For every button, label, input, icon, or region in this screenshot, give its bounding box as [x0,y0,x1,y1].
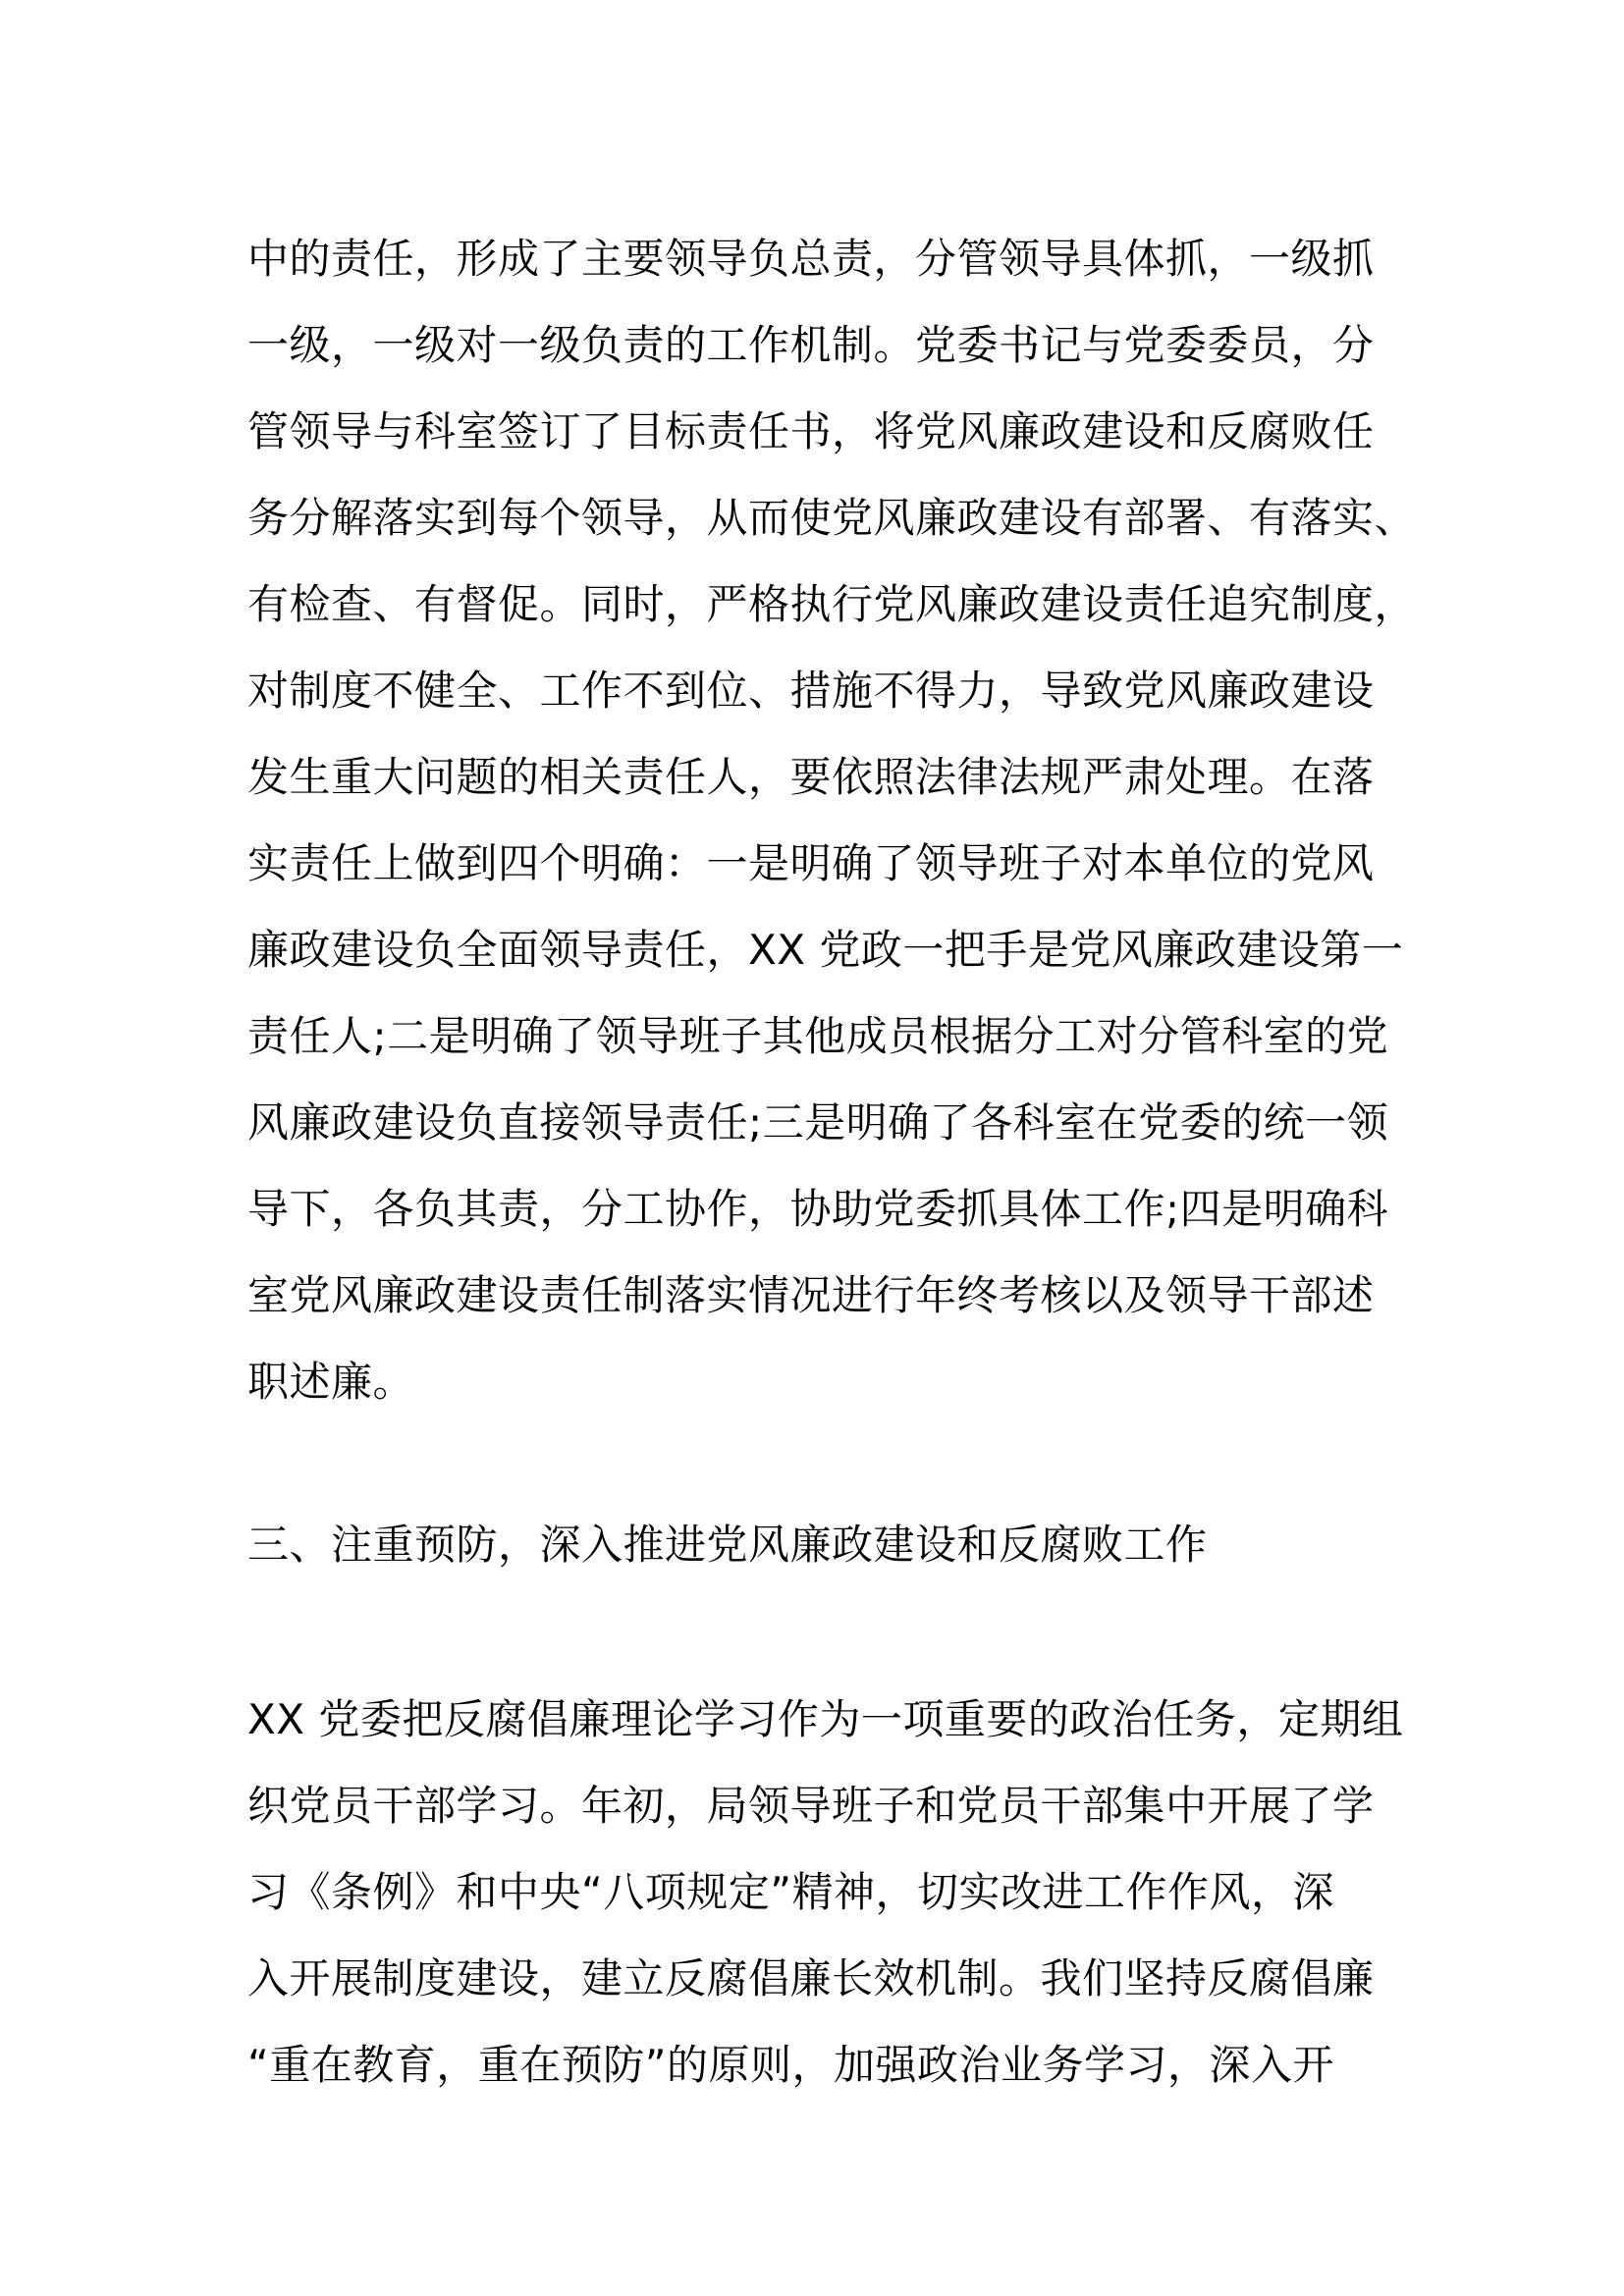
text-line: 对制度不健全、工作不到位、措施不得力，导致党风廉政建设 [247,667,1375,715]
text-line: 一级，一级对一级负责的工作机制。党委书记与党委委员，分 [247,321,1375,369]
text-line: 发生重大问题的相关责任人，要依照法律法规严肃处理。在落 [247,753,1375,801]
text-line: 入开展制度建设，建立反腐倡廉长效机制。我们坚持反腐倡廉 [247,1954,1375,2002]
text-line: “重在教育，重在预防”的原则，加强政治业务学习，深入开 [247,2041,1335,2089]
section-heading-text: 三、注重预防，深入推进党风廉政建设和反腐败工作 [247,1521,1208,1569]
text-line: 习《条例》和中央“八项规定”精神，切实改进工作作风，深 [247,1868,1335,1916]
text-line: 管领导与科室签订了目标责任书，将党风廉政建设和反腐败任 [247,407,1375,455]
text-line: 中的责任，形成了主要领导负总责，分管领导具体抓，一级抓 [247,235,1375,283]
section-heading [247,1502,1426,1588]
paragraph-responsibility [247,216,1426,1425]
paragraph-prevention [247,1677,1426,2109]
text-line: 务分解落实到每个领导，从而使党风廉政建设有部署、有落实、 [247,494,1417,542]
text-line: 室党风廉政建设责任制落实情况进行年终考核以及领导干部述 [247,1271,1375,1319]
text-line: 职述廉。 [247,1358,415,1406]
text-line: 织党员干部学习。年初，局领导班子和党员干部集中开展了学 [247,1782,1375,1830]
text-line: 有检查、有督促。同时，严格执行党风廉政建设责任追究制度， [247,580,1417,628]
text-line: 廉政建设负全面领导责任，XX 党政一把手是党风廉政建设第一 [247,926,1404,974]
text-line: 导下，各负其责，分工协作，协助党委抓具体工作;四是明确科 [247,1185,1389,1233]
text-line: XX 党委把反腐倡廉理论学习作为一项重要的政治任务，定期组 [247,1695,1404,1743]
text-line: 责任人;二是明确了领导班子其他成员根据分工对分管科室的党 [247,1012,1389,1060]
text-line: 实责任上做到四个明确：一是明确了领导班子对本单位的党风 [247,839,1375,887]
text-line: 风廉政建设负直接领导责任;三是明确了各科室在党委的统一领 [247,1098,1389,1147]
